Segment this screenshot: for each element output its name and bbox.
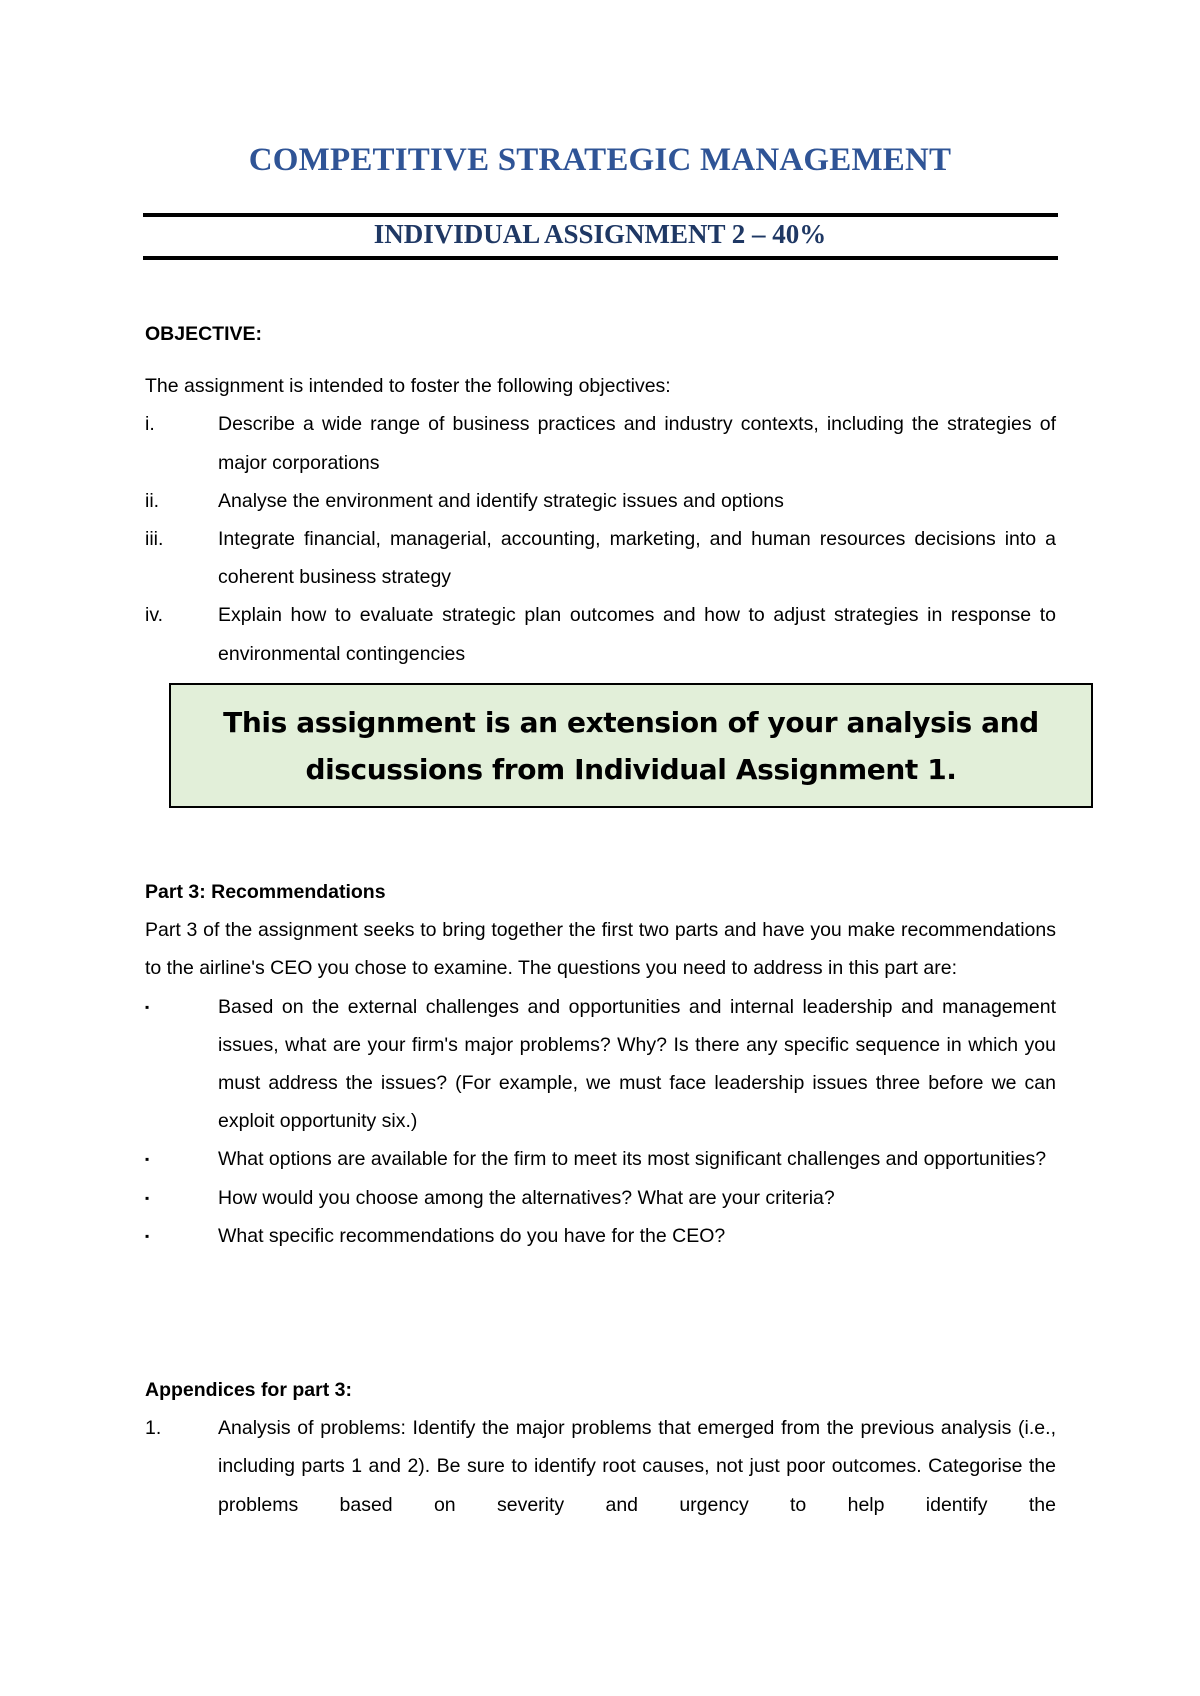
part3-intro: Part 3 of the assignment seeks to bring together the first two parts and have you make recommendations to the airline's CEO you chose to examine. The questions you need to address in this part are:: [145, 919, 1056, 980]
appendices-heading: Appendices for part 3:: [145, 1379, 352, 1401]
list-item: [145, 1179, 1056, 1217]
callout-box: [169, 683, 1093, 808]
list-item: [145, 405, 1056, 481]
list-item-text: Explain how to evaluate strategic plan outcomes and how to adjust strategies in response to environmental contingencies: [218, 604, 1056, 665]
list-item-text: What options are available for the firm to meet its most significant challenges and opportunities?: [218, 1148, 1047, 1171]
list-item-text: How would you choose among the alternatives? What are your criteria?: [218, 1186, 835, 1209]
list-item: [145, 988, 1056, 1141]
objective-intro: The assignment is intended to foster the following objectives:: [145, 375, 671, 398]
list-marker: i.: [145, 413, 155, 436]
list-item: [145, 520, 1056, 596]
list-marker: iii.: [145, 528, 164, 551]
bullet-marker: ▪: [145, 1190, 150, 1205]
appendices-section: [145, 1371, 1056, 1524]
list-item: [145, 1409, 1056, 1524]
list-item: [145, 1140, 1056, 1178]
part3-question-list: [145, 988, 1056, 1255]
bullet-marker: ▪: [145, 999, 150, 1014]
list-item-text: Describe a wide range of business practices and industry contexts, including the strategies of major corporations: [218, 413, 1056, 474]
list-item: [145, 596, 1056, 672]
objective-section: [145, 315, 1056, 673]
callout-text: This assignment is an extension of your analysis and discussions from Individual Assignment 1.: [223, 705, 1039, 786]
list-marker: 1.: [145, 1417, 162, 1440]
list-item-text: Analyse the environment and identify strategic issues and options: [218, 489, 784, 512]
objective-heading: OBJECTIVE:: [145, 323, 263, 345]
list-item-text: What specific recommendations do you have for the CEO?: [218, 1224, 726, 1247]
document-subtitle: INDIVIDUAL ASSIGNMENT 2 – 40%: [373, 219, 827, 249]
title-rule-bottom: [143, 256, 1058, 260]
bullet-marker: ▪: [145, 1152, 150, 1167]
bullet-marker: ▪: [145, 1228, 150, 1243]
list-item-text: Analysis of problems: Identify the major problems that emerged from the previous analysis (i.e., including parts 1 and 2). Be sure to identify root causes, not just poor outcomes. Categorise the problems based on severity and urgency to help identify the: [218, 1417, 1056, 1516]
list-item-text: Integrate financial, managerial, accounting, marketing, and human resources decisions into a coherent business strategy: [218, 528, 1056, 589]
list-marker: ii.: [145, 489, 160, 512]
objective-list: [145, 405, 1056, 672]
part3-section: [145, 873, 1056, 1255]
document-title: COMPETITIVE STRATEGIC MANAGEMENT: [248, 142, 952, 178]
list-item-text: Based on the external challenges and opportunities and internal leadership and management issues, what are your firm's major problems? Why? Is there any specific sequence in which you must address the issues? (For example, we must face leadership issues three before we can exploit opportunity six.): [218, 995, 1056, 1133]
part3-heading: Part 3: Recommendations: [145, 881, 386, 903]
title-rule-top: [143, 213, 1058, 217]
list-item: [145, 1217, 1056, 1255]
list-marker: iv.: [145, 604, 164, 627]
list-item: [145, 482, 1056, 520]
appendices-list: [145, 1409, 1056, 1524]
